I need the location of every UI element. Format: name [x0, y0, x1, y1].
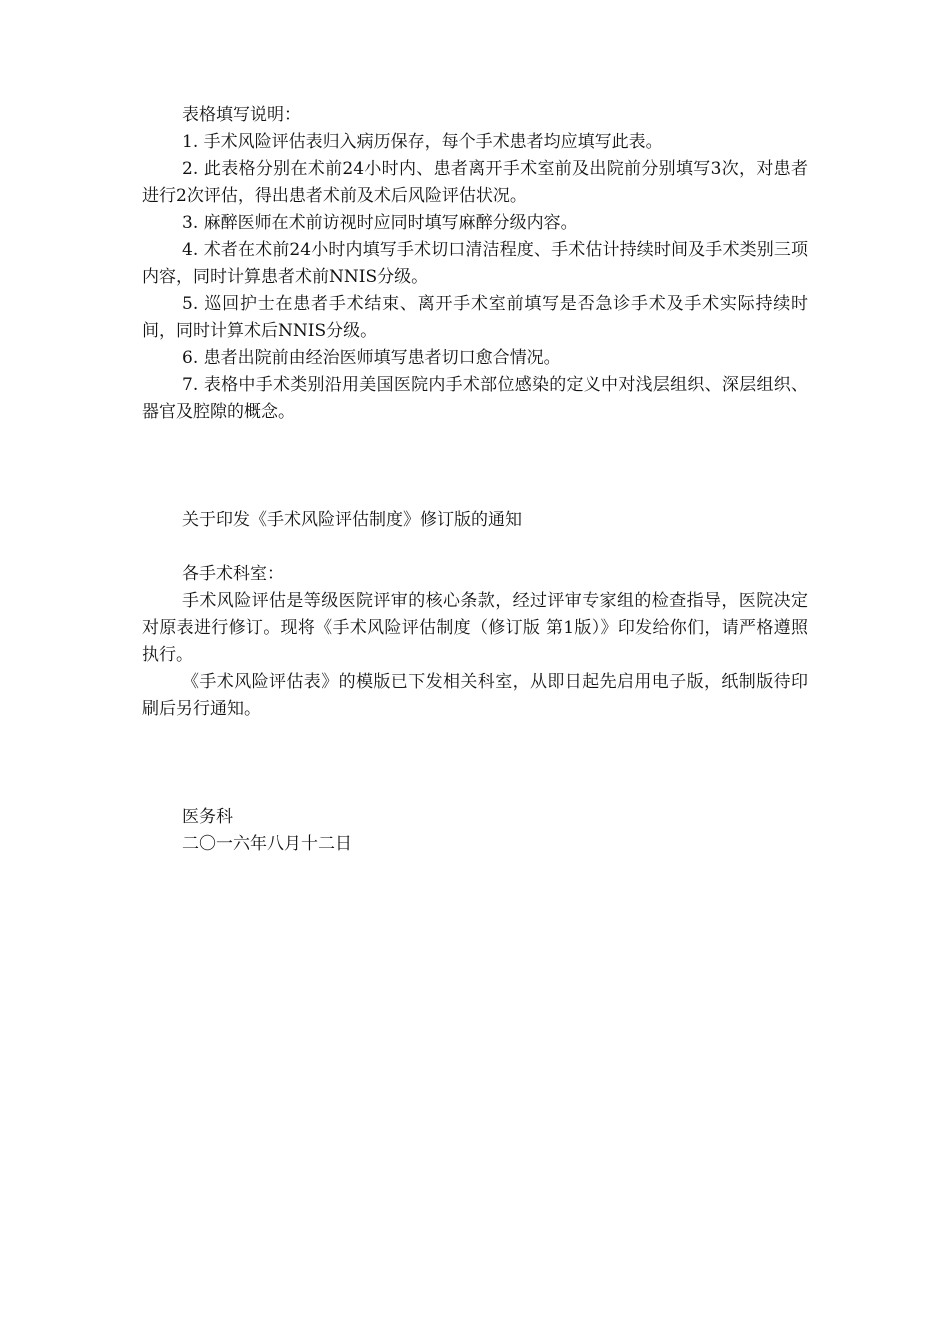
instruction-item-1: 1. 手术风险评估表归入病历保存，每个手术患者均应填写此表。 [182, 132, 663, 152]
instruction-item-7: 7. 表格中手术类别沿用美国医院内手术部位感染的定义中对浅层组织、深层组织、器官及腔隙的概念。 [142, 375, 808, 422]
document-page [142, 102, 808, 858]
signature-date: 二〇一六年八月十二日 [182, 834, 352, 854]
instruction-item-6: 6. 患者出院前由经治医师填写患者切口愈合情况。 [182, 348, 561, 368]
instructions-heading: 表格填写说明： [182, 105, 301, 125]
spacer [142, 426, 808, 507]
notice-section [142, 507, 808, 858]
signature-block [142, 804, 808, 858]
signature-department: 医务科 [182, 807, 233, 827]
spacer [142, 723, 808, 804]
notice-title: 关于印发《手术风险评估制度》修订版的通知 [182, 510, 522, 530]
instruction-item-2: 2. 此表格分别在术前24小时内、患者离开手术室前及出院前分别填写3次，对患者进行2次评估，得出患者术前及术后风险评估状况。 [142, 159, 808, 206]
instruction-item-4: 4. 术者在术前24小时内填写手术切口清洁程度、手术估计持续时间及手术类别三项内容，同时计算患者术前NNIS分级。 [142, 240, 808, 287]
notice-salutation: 各手术科室： [182, 564, 284, 584]
notice-paragraph-2: 《手术风险评估表》的模版已下发相关科室，从即日起先启用电子版，纸制版待印刷后另行通知。 [142, 672, 808, 719]
instructions-section [142, 102, 808, 426]
instruction-item-3: 3. 麻醉医师在术前访视时应同时填写麻醉分级内容。 [182, 213, 578, 233]
notice-paragraph-1: 手术风险评估是等级医院评审的核心条款，经过评审专家组的检查指导，医院决定对原表进行修订。现将《手术风险评估制度（修订版 第1版）》印发给你们，请严格遵照执行。 [142, 591, 808, 665]
instruction-item-5: 5. 巡回护士在患者手术结束、离开手术室前填写是否急诊手术及手术实际持续时间，同时计算术后NNIS分级。 [142, 294, 808, 341]
spacer [142, 534, 808, 561]
